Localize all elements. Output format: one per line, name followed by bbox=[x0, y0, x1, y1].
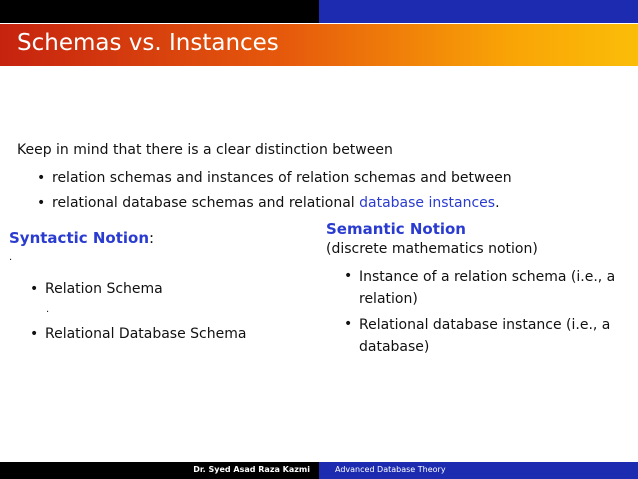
bullet-icon: • bbox=[37, 170, 46, 186]
bullet-relation-schemas: relation schemas and instances of relation schemas and between bbox=[52, 170, 512, 186]
bullet-icon: • bbox=[30, 281, 39, 297]
intro-text: Keep in mind that there is a clear distinction between bbox=[17, 142, 393, 158]
top-bar-right bbox=[319, 0, 638, 23]
top-bar-left bbox=[0, 0, 319, 23]
syntactic-heading-colon: : bbox=[149, 229, 155, 247]
relation-instance-line-2: relation) bbox=[359, 291, 418, 307]
footer-author: Dr. Syed Asad Raza Kazmi bbox=[193, 465, 310, 474]
top-navigation-bar bbox=[0, 0, 638, 23]
footer-bar bbox=[0, 462, 638, 479]
database-instance-line-1: Relational database instance (i.e., a bbox=[359, 317, 611, 333]
semantic-notion-heading: Semantic Notion bbox=[326, 220, 466, 238]
syntactic-notion-heading bbox=[9, 229, 154, 247]
database-instances-link[interactable]: database instances bbox=[359, 195, 496, 211]
footer-course: Advanced Database Theory bbox=[335, 465, 446, 474]
slide-title: Schemas vs. Instances bbox=[17, 30, 279, 56]
slide-title-bar bbox=[0, 24, 638, 66]
bullet-icon: • bbox=[344, 316, 353, 332]
syntactic-heading-text: Syntactic Notion bbox=[9, 229, 150, 247]
bullet-text: relational database schemas and relational bbox=[52, 195, 360, 211]
relation-schema-item: Relation Schema bbox=[45, 281, 163, 297]
footer-left bbox=[0, 462, 319, 479]
relational-database-schema-item: Relational Database Schema bbox=[45, 326, 247, 342]
bullet-database-schemas bbox=[52, 195, 500, 211]
database-instance-line-2: database) bbox=[359, 339, 430, 355]
semantic-subheading: (discrete mathematics notion) bbox=[326, 241, 538, 257]
bullet-icon: • bbox=[30, 326, 39, 342]
stray-dot: . bbox=[46, 304, 50, 315]
bullet-icon: • bbox=[37, 195, 46, 211]
stray-dot: . bbox=[9, 252, 13, 263]
bullet-period: . bbox=[495, 195, 500, 211]
bullet-icon: • bbox=[344, 268, 353, 284]
footer-right bbox=[319, 462, 638, 479]
relation-instance-line-1: Instance of a relation schema (i.e., a bbox=[359, 269, 616, 285]
